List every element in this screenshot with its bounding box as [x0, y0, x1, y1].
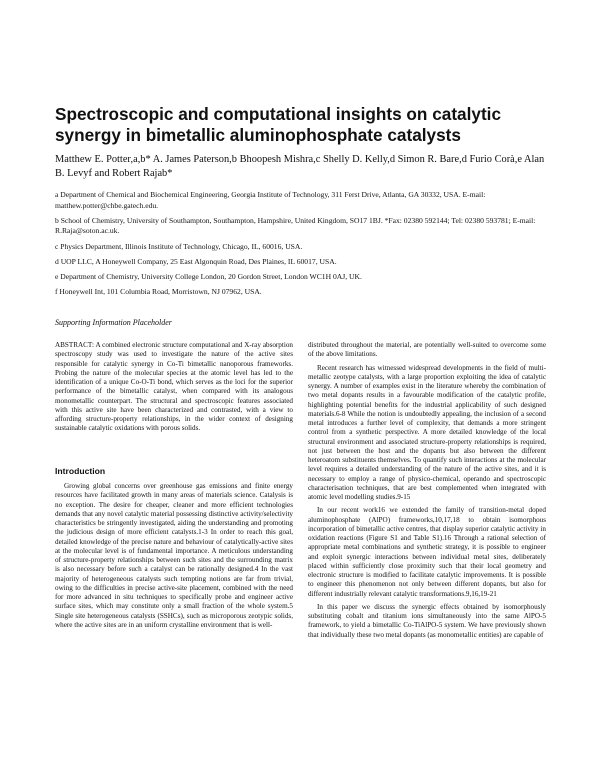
affiliation-c: c Physics Department, Illinois Institute of Technology, Chicago, IL, 60016, USA. — [55, 241, 303, 251]
affiliation-b: b School of Chemistry, University of Southampton, Southampton, Hampshire, United Kingdom, SO17 1BJ. *Fax: 02380 592144; Tel: 02380 593781; E-mail: R.Raja@soton.ac.uk. — [55, 215, 536, 236]
affiliations — [55, 190, 555, 302]
right-column — [308, 341, 546, 644]
introduction-body — [55, 482, 293, 634]
abstract — [55, 341, 293, 434]
section-heading-introduction: Introduction — [55, 466, 106, 476]
paper-title: Spectroscopic and computational insights on catalytic synergy in bimetallic aluminophosphate catalysts — [55, 104, 502, 145]
right-paragraph-3: In our recent work16 we extended the family of transition-metal doped aluminophosphate (AlPO) frameworks,10,17,18 to obtain isomorphous incorporation of bimetallic active centres, that display superior catalytic activity in oxidation reactions (Figure S1 and Table S1).16 Through a rational selection of appropriate metal combinations and synthetic strategy, it is possible to engineer and exploit synergic interactions between individual metal sites, deliberately placed within sufficiently close proximity such that their local geometry and electronic structure is modified to facilitate catalytic improvements. It is possible to engineer this phenomenon not only between different dopants, but also for different industrially relevant catalytic transformations.9,16,19-21 — [308, 506, 546, 598]
affiliation-e: e Department of Chemistry, University College London, 20 Gordon Street, London WC1H 0AJ, UK. — [55, 271, 362, 281]
affiliation-f: f Honeywell Int, 101 Columbia Road, Morristown, NJ 07962, USA. — [55, 287, 262, 297]
supporting-info-placeholder: Supporting Information Placeholder — [55, 318, 172, 327]
abstract-label: ABSTRACT: — [55, 341, 94, 349]
affiliation-d: d UOP LLC, A Honeywell Company, 25 East Algonquin Road, Des Plaines, IL 60017, USA. — [55, 256, 337, 266]
right-paragraph-1: distributed throughout the material, are potentially well-suited to overcome some of the above limitations. — [308, 341, 546, 359]
intro-paragraph: Growing global concerns over greenhouse gas emissions and finite energy resources have facilitated growth in many areas of materials science. Catalysis is no exception. The desire for cheaper, cleaner and more efficient technologies demands that any novel catalytic material possessing distinctive activity/selectivity characteristics be stringently investigated, aiding the understanding and promoting the judicious design of more efficient catalysts.1-3 In order to reach this goal, detailed knowledge of the precise nature and behaviour of catalytically-active sites at the molecular level is of fundamental importance. A meticulous understanding of structure-property relationships between such sites and the surrounding matrix is also necessary before such a catalyst can be rationally designed.4 In the vast majority of heterogeneous catalysts such tempting notions are far from trivial, owing to the difficulties in precise active-site placement, combined with the need for more advanced in situ techniques to specifically probe and engineer active surface sites, which may constitute only a small fraction of the whole system.5 Single site heterogeneous catalysts (SSHCs), such as microporous zeotypic solids, where the active sites are in an uniform crystalline environment that is well- — [55, 482, 293, 629]
right-paragraph-2: Recent research has witnessed widespread developments in the field of multi-metallic zeotype catalysts, with a large proportion exploiting the idea of catalytic synergy. A number of examples exist in the literature whereby the combination of two metal dopants results in a favourable modification of the catalytic profile, highlighting potential benefits for the industrial applicability of such designed materials.6-8 While the notion is undoubtedly appealing, the inclusion of a second metal introduces a further level of complexity, that demands a more stringent control from a synthetic perspective. A more detailed knowledge of the local structural environment and associated structure-property relationships is required, not just between the host and the dopants but also between the different heteroatom substituents themselves. To quantify such interactions at the molecular level requires a detailed understanding of the nature of the active sites, and it is necessary to employ a range of physico-chemical, operando and spectroscopic characterisation techniques, that are best complemented when integrated with atomic level modelling studies.9-15 — [308, 363, 546, 501]
right-paragraph-4: In this paper we discuss the synergic effects obtained by isomorphously substituting cobalt and titanium ions simultaneously into the same AlPO-5 framework, to yield a bimetallic Co-TiAlPO-5 system. We have previously shown that individually these two metal dopants (as monometallic entities) are capable of — [308, 602, 546, 639]
affiliation-a: a Department of Chemical and Biochemical Engineering, Georgia Institute of Technology, 311 Ferst Drive, Atlanta, GA 30332, USA. E-mail: matthew.potter@chbe.gatech.edu. — [55, 190, 486, 210]
abstract-text: A combined electronic structure computational and X-ray absorption spectroscopy study was used to investigate the nature of the active sites responsible for catalytic synergy in Co-Ti bimetallic nanoporous frameworks. Probing the nature of the molecular species at the atomic level has led to the identification of a unique Co-O-Ti bond, which serves as the loci for the superior performance of the bimetallic catalyst, when compared with its analogous monometallic counterpart. The structural and spectroscopic features associated with this active site have been characterized and contrasted, with a view to affording structure-property relationships, in the wider context of designing sustainable catalytic oxidations with porous solids. — [55, 341, 293, 433]
author-list: Matthew E. Potter,a,b* A. James Paterson,b Bhoopesh Mishra,c Shelly D. Kelly,d Simon R. Bare,d Furio Corà,e Alan B. Levyf and Robert Rajab* — [55, 154, 545, 179]
